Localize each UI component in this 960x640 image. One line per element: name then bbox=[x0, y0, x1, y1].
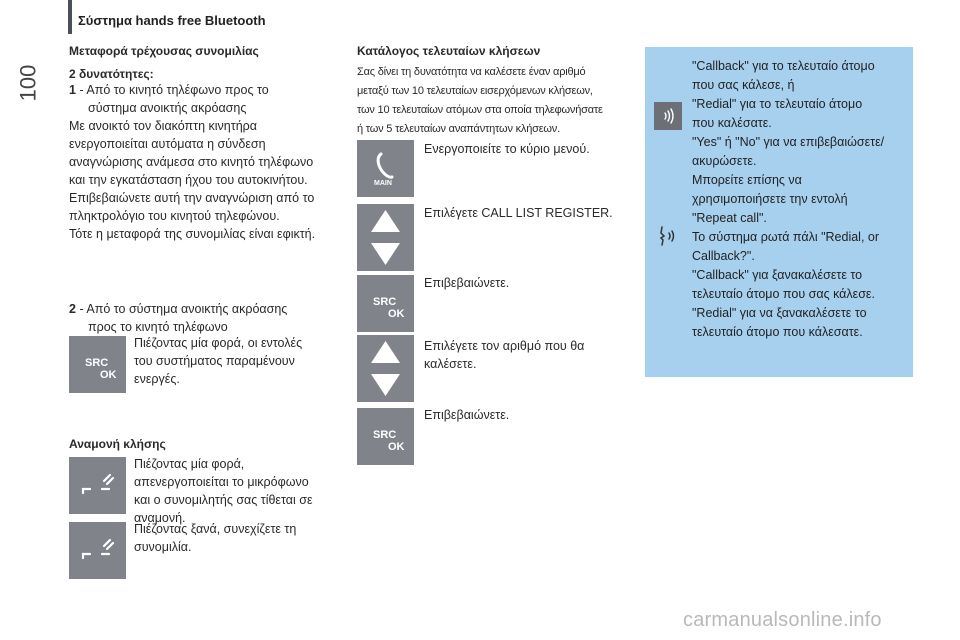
step2-text: Επιλέγετε CALL LIST REGISTER. bbox=[424, 206, 613, 220]
src-label: SRC bbox=[85, 357, 109, 369]
voice-command-line: τελευταίο άτομο που κάλεσατε. bbox=[692, 325, 863, 339]
description-line: Πιέζοντας μία φορά, bbox=[134, 457, 245, 471]
intro-line: Σας δίνει τη δυνατότητα να καλέσετε έναν αριθμό bbox=[357, 66, 586, 78]
voice-command-line: "Repeat call". bbox=[692, 211, 767, 225]
voice-command-line: χρησιμοποιήσετε την εντολή bbox=[692, 192, 848, 206]
voice-command-line: που σας κάλεσε, ή bbox=[692, 78, 795, 92]
mute-phone-icon bbox=[69, 522, 126, 579]
description-line: Πιέζοντας μία φορά, οι εντολές bbox=[134, 336, 303, 350]
page-header-title: Σύστημα hands free Bluetooth bbox=[78, 13, 266, 28]
intro-line: μεταξύ των 10 τελευταίων εισερχόμενων κλήσεων, bbox=[357, 85, 593, 97]
voice-speaker-icon bbox=[654, 102, 682, 130]
main-label: MAIN bbox=[374, 180, 392, 187]
step5-text: Επιβεβαιώνετε. bbox=[424, 408, 510, 422]
intro-line: των 10 τελευταίων ατόμων στα οποία τηλεφωνήσατε bbox=[357, 104, 603, 116]
option1-text: - Από το κινητό τηλέφωνο προς το bbox=[79, 83, 269, 97]
step3-text: Επιβεβαιώνετε. bbox=[424, 276, 510, 290]
up-down-button-2[interactable] bbox=[357, 335, 414, 402]
src-ok-button-left[interactable] bbox=[69, 336, 126, 393]
ok-label: OK bbox=[100, 369, 117, 381]
step1-text: Ενεργοποιείτε το κύριο μενού. bbox=[424, 142, 590, 156]
description-line: Πιέζοντας ξανά, συνεχίζετε τη bbox=[134, 522, 297, 536]
paragraph-line: πληκτρολόγιο του κινητού τηλεφώνου. bbox=[69, 209, 280, 223]
step-line: καλέσετε. bbox=[424, 357, 477, 371]
pairing-paragraph bbox=[69, 117, 359, 243]
mute-phone-icon bbox=[69, 457, 126, 514]
voice-command-line: "Yes" ή "No" για να επιβεβαιώσετε/ bbox=[692, 135, 885, 149]
voice-command-line: ακυρώσετε. bbox=[692, 154, 757, 168]
src-label: SRC bbox=[373, 296, 397, 308]
up-down-button-1[interactable] bbox=[357, 204, 414, 271]
mute-button-2[interactable] bbox=[69, 522, 126, 579]
description-line: απενεργοποιείται το μικρόφωνο bbox=[134, 475, 309, 489]
src-ok-button-mid-2[interactable] bbox=[357, 408, 414, 465]
hold-description-2 bbox=[134, 520, 354, 556]
paragraph-line: ενεργοποιείται αυτόματα η σύνδεση bbox=[69, 137, 266, 151]
watermark: carmanualsonline.info bbox=[683, 609, 882, 631]
page-number: 100 bbox=[15, 64, 41, 102]
voice-command-line: "Callback" για το τελευταίο άτομο bbox=[692, 59, 875, 73]
up-down-arrows-icon bbox=[357, 335, 414, 402]
option2-description bbox=[134, 334, 344, 388]
voice-command-line: Μπορείτε επίσης να bbox=[692, 173, 802, 187]
paragraph-line: αναγνώρισης ανάμεσα στο κινητό τηλέφωνο bbox=[69, 155, 314, 169]
option1-line2: σύστημα ανοικτής ακρόασης bbox=[88, 101, 247, 115]
voice-command-line: "Redial" για το τελευταίο άτομο bbox=[692, 97, 863, 111]
hold-heading: Αναμονή κλήσης bbox=[69, 437, 166, 451]
src-label: SRC bbox=[373, 429, 397, 441]
description-line: συνομιλία. bbox=[134, 540, 192, 554]
step4-text bbox=[424, 337, 634, 373]
paragraph-line: Με ανοικτό τον διακόπτη κινητήρα bbox=[69, 119, 257, 133]
hold-description-1 bbox=[134, 455, 354, 527]
voice-button[interactable] bbox=[654, 102, 682, 130]
voice-speaking-icon bbox=[656, 224, 682, 250]
voice-command-line: "Redial" για να ξανακαλέσετε το bbox=[692, 306, 867, 320]
mute-button-1[interactable] bbox=[69, 457, 126, 514]
voice-command-line: "Callback" για ξανακαλέσετε το bbox=[692, 268, 863, 282]
voice-command-line: Callback?". bbox=[692, 249, 755, 263]
option1-line1 bbox=[69, 81, 269, 99]
option2-text: - Από το σύστημα ανοικτής ακρόασης bbox=[79, 302, 288, 316]
up-down-arrows-icon bbox=[357, 204, 414, 271]
option1-number: 1 bbox=[69, 83, 76, 97]
paragraph-line: Επιβεβαιώνετε αυτή την αναγνώριση από το bbox=[69, 191, 315, 205]
description-line: του συστήματος παραμένουν bbox=[134, 354, 295, 368]
header-accent-bar bbox=[68, 0, 72, 34]
ok-label: OK bbox=[388, 308, 405, 320]
description-line: και ο συνομιλητής σας τίθεται σε bbox=[134, 493, 313, 507]
transfer-heading: Μεταφορά τρέχουσας συνομιλίας bbox=[69, 44, 259, 58]
voice-command-text bbox=[692, 57, 907, 342]
paragraph-line: Τότε η μεταφορά της συνομιλίας είναι εφικτή. bbox=[69, 227, 316, 241]
step-line: Επιλέγετε τον αριθμό που θα bbox=[424, 339, 585, 353]
voice-command-line: που καλέσατε. bbox=[692, 116, 772, 130]
call-list-intro bbox=[357, 63, 637, 139]
voice-command-line: τελευταίο άτομο που σας κάλεσε. bbox=[692, 287, 875, 301]
paragraph-line: και την εγκατάσταση ήχου του αυτοκινήτου. bbox=[69, 173, 308, 187]
voice-command-line: Το σύστημα ρωτά πάλι "Redial, or bbox=[692, 230, 880, 244]
intro-line: ή των 5 τελευταίων αναπάντητων κλήσεων. bbox=[357, 123, 560, 135]
option2-line1 bbox=[69, 300, 287, 318]
call-list-heading: Κατάλογος τελευταίων κλήσεων bbox=[357, 44, 541, 58]
description-line: αναμονή. bbox=[134, 511, 186, 525]
description-line: ενεργές. bbox=[134, 372, 180, 386]
src-ok-button-mid-1[interactable] bbox=[357, 275, 414, 332]
options-heading: 2 δυνατότητες: bbox=[69, 67, 154, 81]
main-button[interactable] bbox=[357, 140, 414, 197]
option2-line2: προς το κινητό τηλέφωνο bbox=[88, 320, 228, 334]
option2-number: 2 bbox=[69, 302, 76, 316]
ok-label: OK bbox=[388, 441, 405, 453]
